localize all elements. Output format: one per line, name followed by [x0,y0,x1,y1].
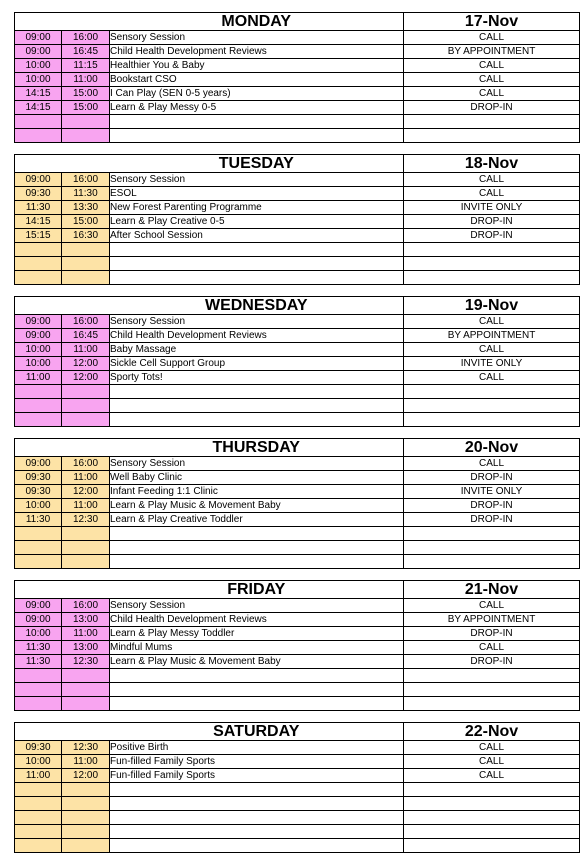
activity-name: Fun-filled Family Sports [110,769,404,783]
session-row [15,471,580,485]
session-row [15,599,580,613]
empty-cell [62,555,110,569]
booking-type: DROP-IN [404,215,580,229]
start-time: 09:00 [15,31,62,45]
day-date: 18-Nov [404,155,580,173]
empty-cell [15,825,62,839]
empty-cell [62,783,110,797]
empty-cell [110,243,404,257]
empty-cell [15,257,62,271]
empty-cell [110,839,404,853]
end-time: 15:00 [62,215,110,229]
booking-type: CALL [404,187,580,201]
activity-name: Sensory Session [110,173,404,187]
session-row [15,343,580,357]
session-row [15,215,580,229]
empty-cell [404,257,580,271]
activity-name: Healthier You & Baby [110,59,404,73]
session-row [15,87,580,101]
session-row [15,769,580,783]
empty-cell [62,797,110,811]
end-time: 16:00 [62,173,110,187]
empty-cell [15,413,62,427]
end-time: 12:30 [62,741,110,755]
empty-cell [404,243,580,257]
empty-cell [62,115,110,129]
end-time: 12:00 [62,371,110,385]
empty-cell [404,825,580,839]
empty-cell [404,797,580,811]
session-row [15,101,580,115]
booking-type: DROP-IN [404,627,580,641]
booking-type: CALL [404,755,580,769]
booking-type: CALL [404,599,580,613]
day-name: THURSDAY [110,439,404,457]
activity-name: Learn & Play Music & Movement Baby [110,655,404,669]
end-time: 12:00 [62,485,110,499]
activity-name: Child Health Development Reviews [110,45,404,59]
start-time: 11:30 [15,201,62,215]
end-time: 16:45 [62,45,110,59]
activity-name: Mindful Mums [110,641,404,655]
start-time: 15:15 [15,229,62,243]
session-row [15,59,580,73]
day-name: MONDAY [110,13,404,31]
empty-cell [15,797,62,811]
booking-type: CALL [404,741,580,755]
end-time: 12:00 [62,769,110,783]
empty-cell [110,271,404,285]
header-spacer [15,723,110,741]
session-row [15,499,580,513]
end-time: 13:00 [62,641,110,655]
start-time: 09:30 [15,741,62,755]
empty-cell [62,257,110,271]
empty-cell [15,697,62,711]
booking-type: CALL [404,371,580,385]
day-date: 19-Nov [404,297,580,315]
day-date: 17-Nov [404,13,580,31]
empty-cell [62,825,110,839]
day-date: 22-Nov [404,723,580,741]
empty-cell [110,683,404,697]
session-row [15,627,580,641]
start-time: 09:00 [15,315,62,329]
empty-cell [404,399,580,413]
day-table-wednesday [14,296,580,427]
start-time: 10:00 [15,59,62,73]
activity-name: I Can Play (SEN 0-5 years) [110,87,404,101]
end-time: 16:00 [62,457,110,471]
start-time: 09:00 [15,173,62,187]
activity-name: ESOL [110,187,404,201]
booking-type: CALL [404,87,580,101]
session-row [15,513,580,527]
end-time: 13:00 [62,613,110,627]
start-time: 11:30 [15,655,62,669]
empty-cell [110,541,404,555]
day-table-friday [14,580,580,711]
booking-type: DROP-IN [404,101,580,115]
session-row [15,201,580,215]
booking-type: BY APPOINTMENT [404,613,580,627]
end-time: 16:45 [62,329,110,343]
end-time: 16:00 [62,31,110,45]
empty-cell [404,811,580,825]
booking-type: CALL [404,173,580,187]
start-time: 09:00 [15,45,62,59]
empty-cell [110,399,404,413]
end-time: 13:30 [62,201,110,215]
empty-cell [62,129,110,143]
empty-cell [15,683,62,697]
empty-cell [404,669,580,683]
start-time: 10:00 [15,627,62,641]
activity-name: Learn & Play Music & Movement Baby [110,499,404,513]
header-spacer [15,155,110,173]
start-time: 09:00 [15,599,62,613]
start-time: 11:30 [15,513,62,527]
empty-row [15,811,580,825]
empty-cell [110,783,404,797]
day-separator [14,285,579,296]
session-row [15,641,580,655]
day-name: FRIDAY [110,581,404,599]
empty-cell [62,413,110,427]
booking-type: DROP-IN [404,655,580,669]
header-spacer [15,297,110,315]
activity-name: Learn & Play Messy Toddler [110,627,404,641]
booking-type: CALL [404,343,580,357]
end-time: 15:00 [62,101,110,115]
day-table-thursday [14,438,580,569]
start-time: 11:00 [15,769,62,783]
session-row [15,329,580,343]
end-time: 16:00 [62,315,110,329]
empty-row [15,839,580,853]
empty-cell [110,669,404,683]
empty-cell [110,527,404,541]
empty-cell [404,271,580,285]
activity-name: Child Health Development Reviews [110,613,404,627]
empty-cell [15,527,62,541]
empty-cell [110,257,404,271]
start-time: 10:00 [15,357,62,371]
booking-type: DROP-IN [404,499,580,513]
day-separator [14,711,579,722]
activity-name: Sensory Session [110,457,404,471]
start-time: 10:00 [15,73,62,87]
empty-row [15,115,580,129]
empty-cell [62,385,110,399]
empty-row [15,385,580,399]
session-row [15,755,580,769]
day-table-tuesday [14,154,580,285]
empty-cell [15,839,62,853]
start-time: 11:30 [15,641,62,655]
booking-type: INVITE ONLY [404,357,580,371]
activity-name: Sensory Session [110,315,404,329]
session-row [15,187,580,201]
empty-cell [404,683,580,697]
header-spacer [15,13,110,31]
activity-name: Sensory Session [110,31,404,45]
empty-row [15,683,580,697]
start-time: 10:00 [15,755,62,769]
end-time: 11:00 [62,499,110,513]
session-row [15,173,580,187]
day-separator [14,427,579,438]
booking-type: CALL [404,59,580,73]
booking-type: BY APPOINTMENT [404,45,580,59]
day-separator [14,569,579,580]
activity-name: Bookstart CSO [110,73,404,87]
empty-cell [404,839,580,853]
end-time: 11:00 [62,755,110,769]
start-time: 11:00 [15,371,62,385]
booking-type: DROP-IN [404,513,580,527]
activity-name: After School Session [110,229,404,243]
session-row [15,357,580,371]
booking-type: DROP-IN [404,471,580,485]
session-row [15,613,580,627]
empty-cell [62,271,110,285]
empty-cell [62,541,110,555]
booking-type: CALL [404,641,580,655]
empty-row [15,399,580,413]
empty-row [15,271,580,285]
empty-cell [62,839,110,853]
session-row [15,45,580,59]
end-time: 15:00 [62,87,110,101]
start-time: 14:15 [15,87,62,101]
end-time: 12:30 [62,513,110,527]
session-row [15,31,580,45]
empty-row [15,413,580,427]
end-time: 16:00 [62,599,110,613]
empty-row [15,669,580,683]
start-time: 09:30 [15,187,62,201]
activity-name: Learn & Play Creative Toddler [110,513,404,527]
empty-cell [110,115,404,129]
empty-cell [15,555,62,569]
activity-name: Baby Massage [110,343,404,357]
empty-cell [404,541,580,555]
session-row [15,229,580,243]
start-time: 10:00 [15,343,62,357]
activity-name: Well Baby Clinic [110,471,404,485]
booking-type: BY APPOINTMENT [404,329,580,343]
day-name: TUESDAY [110,155,404,173]
activity-name: Child Health Development Reviews [110,329,404,343]
session-row [15,315,580,329]
empty-row [15,129,580,143]
empty-cell [62,669,110,683]
empty-cell [404,783,580,797]
activity-name: Fun-filled Family Sports [110,755,404,769]
empty-cell [404,527,580,541]
empty-cell [15,385,62,399]
weekly-timetable [14,12,579,853]
day-name: SATURDAY [110,723,404,741]
empty-cell [404,555,580,569]
session-row [15,485,580,499]
day-separator [14,143,579,154]
empty-cell [110,697,404,711]
session-row [15,741,580,755]
empty-cell [110,129,404,143]
empty-row [15,555,580,569]
empty-cell [15,669,62,683]
empty-row [15,697,580,711]
empty-cell [15,811,62,825]
day-date: 20-Nov [404,439,580,457]
start-time: 14:15 [15,101,62,115]
session-row [15,655,580,669]
empty-cell [15,129,62,143]
activity-name: Learn & Play Messy 0-5 [110,101,404,115]
booking-type: CALL [404,769,580,783]
empty-cell [404,385,580,399]
empty-cell [404,129,580,143]
activity-name: Sporty Tots! [110,371,404,385]
header-spacer [15,581,110,599]
empty-row [15,783,580,797]
end-time: 16:30 [62,229,110,243]
start-time: 09:30 [15,471,62,485]
end-time: 11:00 [62,73,110,87]
empty-cell [15,783,62,797]
empty-row [15,797,580,811]
start-time: 09:00 [15,457,62,471]
header-spacer [15,439,110,457]
empty-cell [404,115,580,129]
booking-type: DROP-IN [404,229,580,243]
booking-type: CALL [404,457,580,471]
booking-type: CALL [404,31,580,45]
empty-cell [404,697,580,711]
activity-name: Sensory Session [110,599,404,613]
empty-cell [110,555,404,569]
start-time: 09:00 [15,329,62,343]
empty-cell [62,683,110,697]
end-time: 11:30 [62,187,110,201]
activity-name: Positive Birth [110,741,404,755]
start-time: 10:00 [15,499,62,513]
empty-row [15,527,580,541]
empty-row [15,257,580,271]
end-time: 12:00 [62,357,110,371]
empty-cell [15,271,62,285]
session-row [15,457,580,471]
session-row [15,371,580,385]
end-time: 11:15 [62,59,110,73]
empty-cell [62,697,110,711]
booking-type: INVITE ONLY [404,485,580,499]
empty-cell [62,527,110,541]
empty-cell [62,811,110,825]
empty-cell [15,243,62,257]
booking-type: CALL [404,315,580,329]
day-table-saturday [14,722,580,853]
day-date: 21-Nov [404,581,580,599]
start-time: 09:00 [15,613,62,627]
start-time: 14:15 [15,215,62,229]
booking-type: INVITE ONLY [404,201,580,215]
empty-cell [62,243,110,257]
empty-cell [15,541,62,555]
empty-cell [110,413,404,427]
empty-cell [110,385,404,399]
booking-type: CALL [404,73,580,87]
activity-name: Infant Feeding 1:1 Clinic [110,485,404,499]
activity-name: Learn & Play Creative 0-5 [110,215,404,229]
day-table-monday [14,12,580,143]
empty-cell [110,825,404,839]
empty-cell [62,399,110,413]
session-row [15,73,580,87]
empty-row [15,825,580,839]
activity-name: Sickle Cell Support Group [110,357,404,371]
start-time: 09:30 [15,485,62,499]
empty-cell [110,797,404,811]
end-time: 11:00 [62,343,110,357]
end-time: 12:30 [62,655,110,669]
empty-cell [15,399,62,413]
day-name: WEDNESDAY [110,297,404,315]
empty-cell [404,413,580,427]
empty-row [15,243,580,257]
empty-row [15,541,580,555]
end-time: 11:00 [62,627,110,641]
empty-cell [15,115,62,129]
empty-cell [110,811,404,825]
end-time: 11:00 [62,471,110,485]
activity-name: New Forest Parenting Programme [110,201,404,215]
